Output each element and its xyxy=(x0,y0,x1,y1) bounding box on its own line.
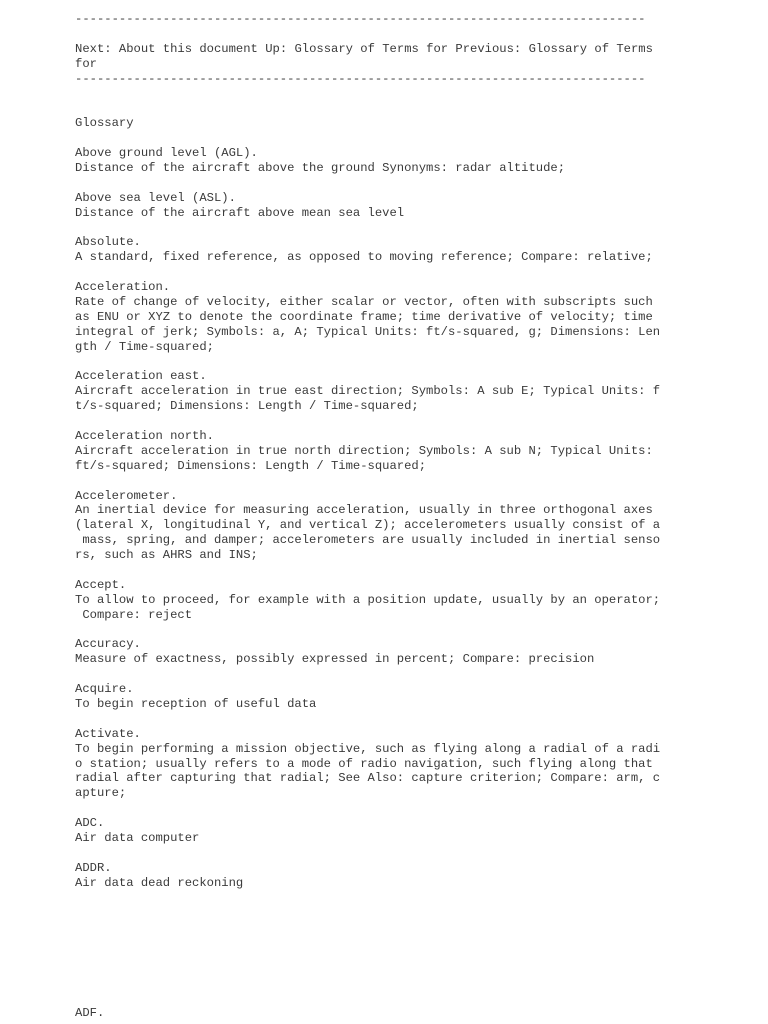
glossary-entry xyxy=(75,727,675,801)
entry-term: Absolute. xyxy=(75,235,141,250)
page-title: Glossary xyxy=(75,116,134,131)
glossary-entry xyxy=(75,235,675,265)
entry-definition-line: Distance of the aircraft above mean sea level xyxy=(75,205,405,220)
glossary-entry xyxy=(75,489,675,563)
entry-term: Above sea level (ASL). xyxy=(75,190,236,205)
glossary-entry xyxy=(75,429,675,474)
entry-definition-line: Measure of exactness, possibly expressed in percent; Compare: precision xyxy=(75,652,595,667)
entry-definition-line: To begin performing a mission objective, such as flying along a radial of a radi xyxy=(75,741,661,756)
entry-term: ADDR. xyxy=(75,860,112,875)
entry-term: ADF. xyxy=(75,1006,105,1020)
entry-term: Acceleration. xyxy=(75,280,171,295)
glossary-entry xyxy=(75,861,675,891)
entry-term: Above ground level (AGL). xyxy=(75,146,258,161)
entry-definition-line: rs, such as AHRS and INS; xyxy=(75,548,258,563)
previous-label: Previous: xyxy=(455,41,522,56)
glossary-entry xyxy=(75,369,675,414)
up-link[interactable]: Glossary of Terms for xyxy=(294,41,449,56)
glossary-entry xyxy=(75,637,675,667)
previous-link[interactable]: Glossary of Terms xyxy=(528,41,653,56)
entry-term: Acceleration east. xyxy=(75,369,207,384)
entry-definition-line: Rate of change of velocity, either scalar or vector, often with subscripts such xyxy=(75,294,653,309)
glossary-entry xyxy=(75,191,675,221)
glossary-entry xyxy=(75,146,675,176)
next-link[interactable]: About this document xyxy=(118,41,258,56)
entry-term: ADC. xyxy=(75,816,105,831)
entry-definition-line: To begin reception of useful data xyxy=(75,696,317,711)
nav-wrap-tail[interactable]: for xyxy=(75,56,97,71)
next-label: Next: xyxy=(75,41,112,56)
entry-definition-line: An inertial device for measuring acceleration, usually in three orthogonal axes xyxy=(75,503,653,518)
entry-term: Accelerometer. xyxy=(75,488,178,503)
entry-definition-line: A standard, fixed reference, as opposed to moving reference; Compare: relative; xyxy=(75,250,653,265)
entry-definition-line: Aircraft acceleration in true north direction; Symbols: A sub N; Typical Units: xyxy=(75,443,653,458)
entry-definition-line: ft/s-squared; Dimensions: Length / Time-squared; xyxy=(75,458,427,473)
entry-definition-line: Distance of the aircraft above the ground Synonyms: radar altitude; xyxy=(75,160,566,175)
navigation-bar xyxy=(75,42,675,72)
glossary-entry xyxy=(75,682,675,712)
entry-term: Accuracy. xyxy=(75,637,141,652)
entry-definition-line: radial after capturing that radial; See Also: capture criterion; Compare: arm, c xyxy=(75,771,661,786)
entry-term: Acceleration north. xyxy=(75,428,214,443)
entry-definition-line: as ENU or XYZ to denote the coordinate frame; time derivative of velocity; time xyxy=(75,309,653,324)
nav-rule: ------------------------------------------------------------------------------ xyxy=(75,71,646,86)
glossary-entry xyxy=(75,578,675,623)
entry-definition-line: t/s-squared; Dimensions: Length / Time-squared; xyxy=(75,399,419,414)
entry-definition-line: Aircraft acceleration in true east direction; Symbols: A sub E; Typical Units: f xyxy=(75,384,661,399)
up-label: Up: xyxy=(265,41,288,56)
entry-definition-line: Air data dead reckoning xyxy=(75,875,244,890)
entry-definition-line: To allow to proceed, for example with a position update, usually by an operator; xyxy=(75,592,661,607)
entry-definition-line: o station; usually refers to a mode of radio navigation, such flying along that xyxy=(75,756,653,771)
glossary-entry xyxy=(75,280,675,354)
document-body xyxy=(75,12,675,905)
entry-definition-line: Air data computer xyxy=(75,831,200,845)
entry-term: Accept. xyxy=(75,577,127,592)
glossary-entry-adf xyxy=(75,1006,104,1021)
entry-definition-line: mass, spring, and damper; accelerometers are usually included in inertial senso xyxy=(75,533,661,548)
entry-term: Acquire. xyxy=(75,682,134,697)
entry-definition-line: (lateral X, longitudinal Y, and vertical Z); accelerometers usually consist of a xyxy=(75,518,661,533)
top-rule: ------------------------------------------------------------------------------ xyxy=(75,12,646,26)
glossary-list xyxy=(75,146,675,891)
glossary-entry xyxy=(75,816,675,846)
entry-definition-line: gth / Time-squared; xyxy=(75,339,214,354)
entry-definition-line: Compare: reject xyxy=(75,607,193,622)
entry-term: Activate. xyxy=(75,726,141,741)
entry-definition-line: apture; xyxy=(75,786,127,801)
entry-definition-line: integral of jerk; Symbols: a, A; Typical Units: ft/s-squared, g; Dimensions: Len xyxy=(75,324,661,339)
